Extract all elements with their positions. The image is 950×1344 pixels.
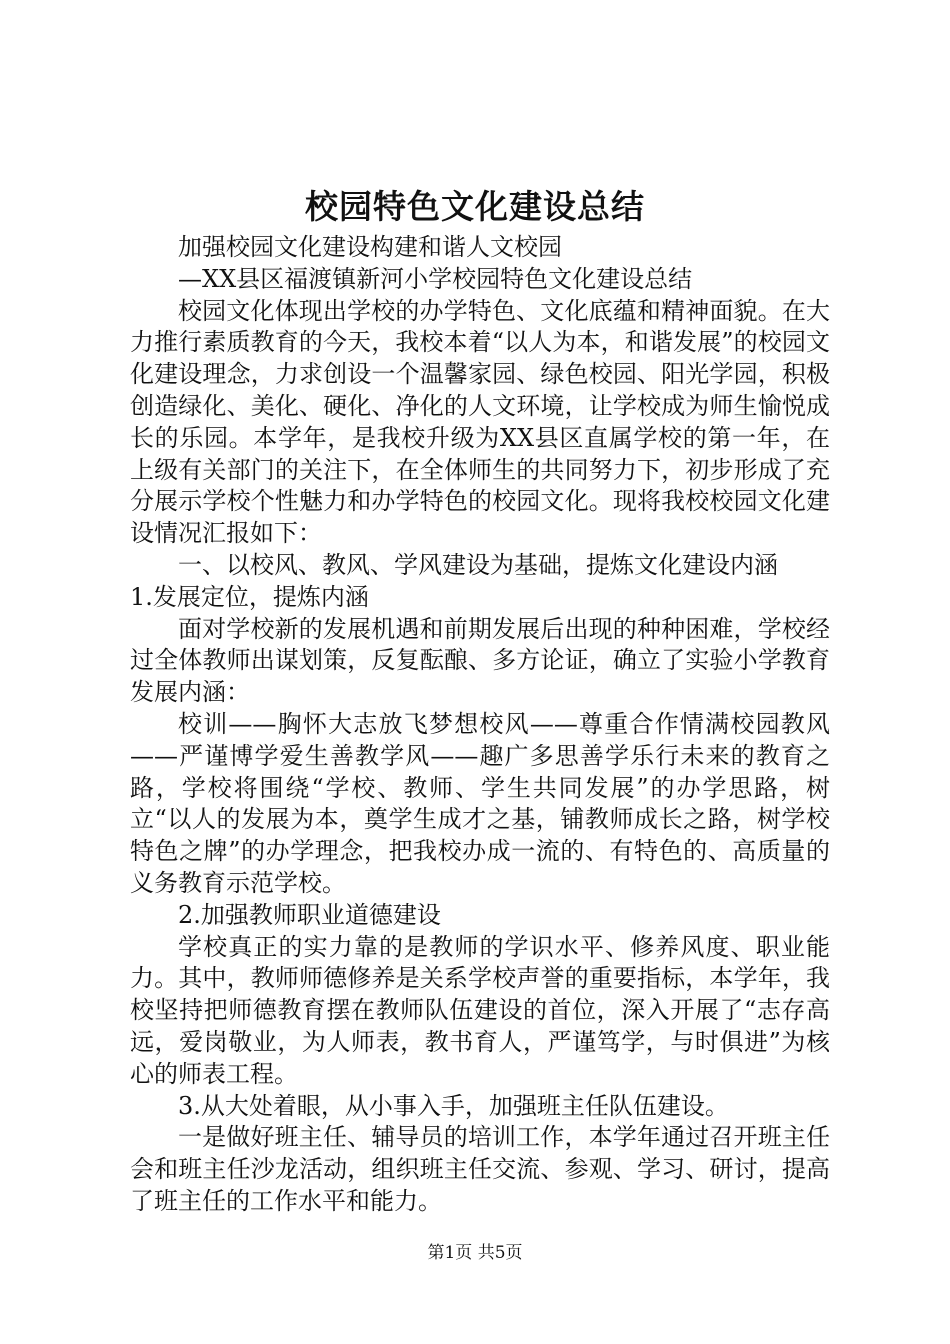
paragraph-motto: 校训——胸怀大志放飞梦想校风——尊重合作情满校园教风——严谨博学爱生善教学风——趣广多思善学乐行未来的教育之路，学校将围绕“学校、教师、学生共同发展”的办学思路，树立“以人的发展为本，奠学生成才之基，铺教师成长之路，树学校特色之牌”的办学理念，把我校办成一流的、有特色的、高质量的义务教育示范学校。	[130, 709, 830, 897]
document-body	[130, 232, 830, 1218]
subsection-heading-2: 2.加强教师职业道德建设	[178, 900, 441, 929]
document-title: 校园特色文化建设总结	[305, 187, 645, 226]
subtitle: 加强校园文化建设构建和谐人文校园	[178, 233, 562, 261]
subsection-heading-1: 1.发展定位，提炼内涵	[130, 582, 369, 611]
paragraph-development: 面对学校新的发展机遇和前期发展后出现的种种困难，学校经过全体教师出谋划策，反复酝酿、多方论证，确立了实验小学教育发展内涵：	[130, 614, 830, 707]
subsection-heading-3: 3.从大处着眼，从小事入手，加强班主任队伍建设。	[178, 1091, 729, 1120]
section-heading-1: 一、以校风、教风、学风建设为基础，提炼文化建设内涵	[178, 550, 778, 579]
paragraph-training: 一是做好班主任、辅导员的培训工作，本学年通过召开班主任会和班主任沙龙活动，组织班主任交流、参观、学习、研讨，提高了班主任的工作水平和能力。	[130, 1123, 830, 1215]
paragraph-ethics: 学校真正的实力靠的是教师的学识水平、修养风度、职业能力。其中，教师师德修养是关系学校声誉的重要指标，本学年，我校坚持把师德教育摆在教师队伍建设的首位，深入开展了“志存高远，爱岗敬业，为人师表，教书育人，严谨笃学，与时俱进”为核心的师表工程。	[130, 932, 830, 1088]
paragraph-intro: 校园文化体现出学校的办学特色、文化底蕴和精神面貌。在大力推行素质教育的今天，我校本着“以人为本，和谐发展”的校园文化建设理念，力求创设一个温馨家园、绿色校园、阳光学园，积极创造绿化、美化、硬化、净化的人文环境，让学校成为师生愉悦成长的乐园。本学年，是我校升级为XX县区直属学校的第一年，在上级有关部门的关注下，在全体师生的共同努力下，初步形成了充分展示学校个性魅力和办学特色的校园文化。现将我校校园文化建设情况汇报如下：	[130, 296, 830, 548]
page-number: 第1页 共5页	[427, 1243, 523, 1263]
subtitle-2: —XX县区福渡镇新河小学校园特色文化建设总结	[178, 264, 693, 293]
